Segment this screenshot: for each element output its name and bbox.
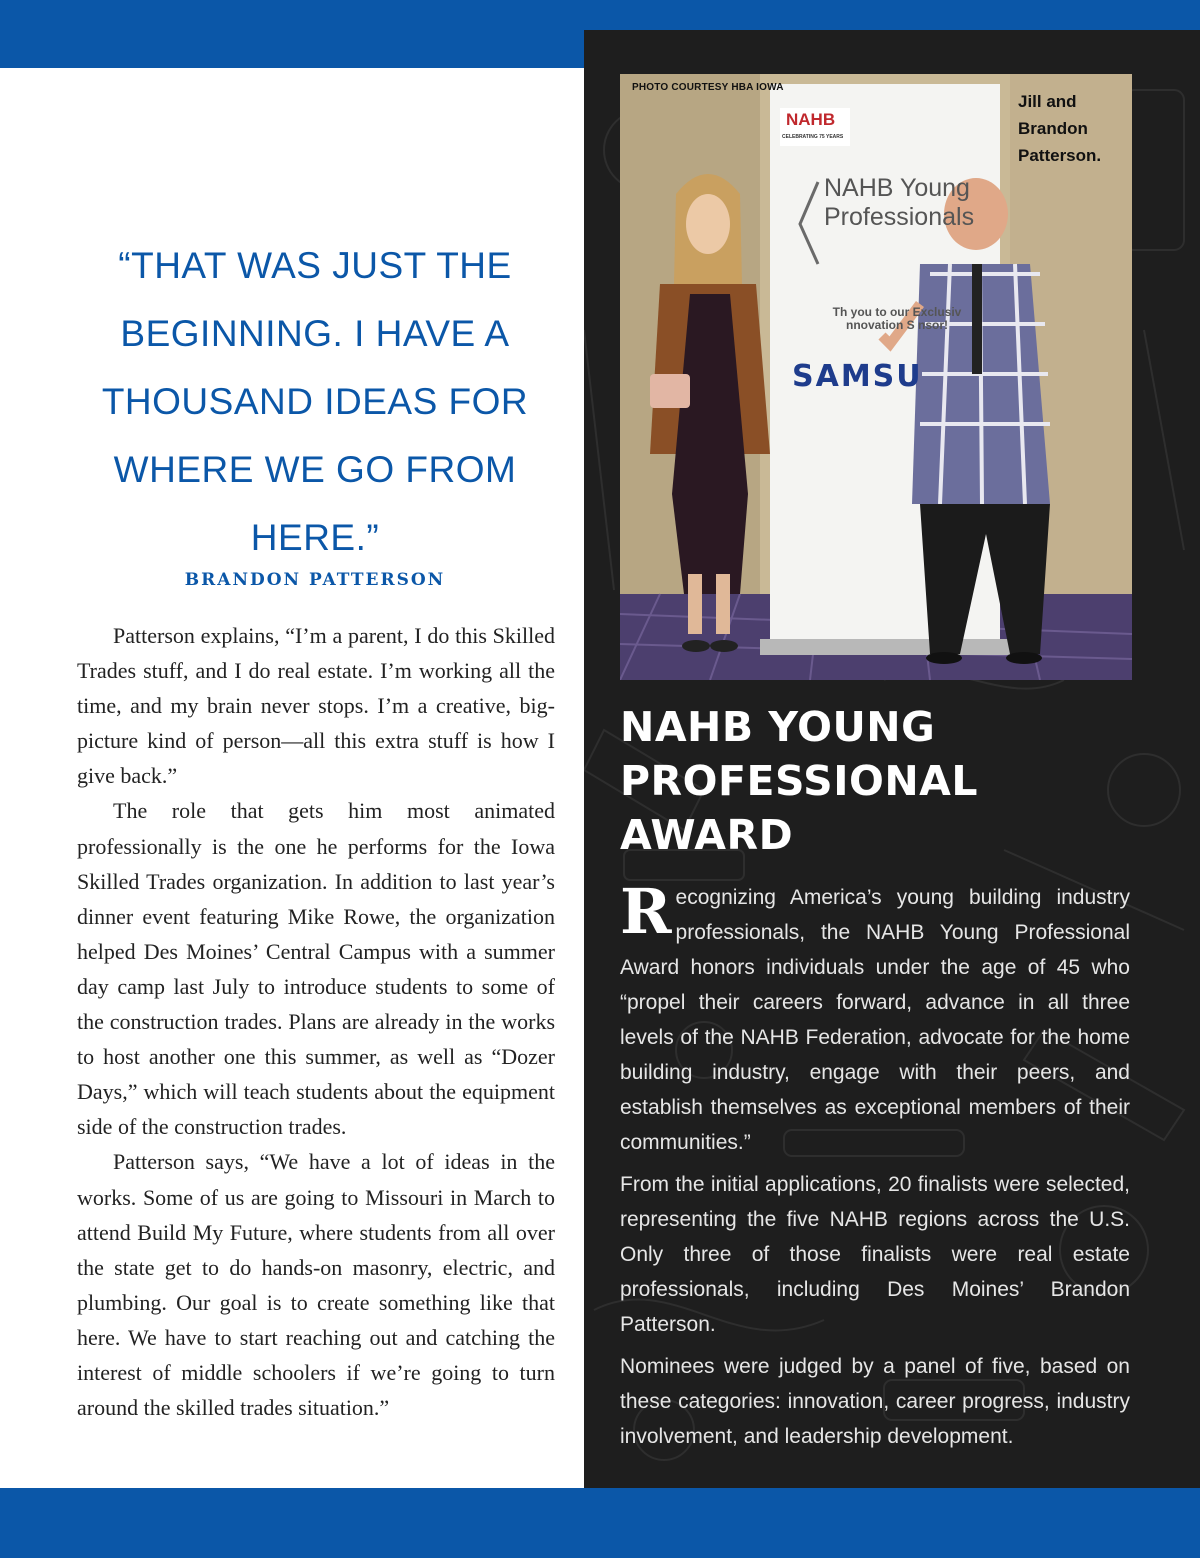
drop-cap: R — [620, 875, 672, 948]
award-paragraph-1 — [620, 875, 1130, 1160]
banner-title: NAHB Young Professionals — [824, 174, 975, 231]
nahb-logo-subtext: CELEBRATING 75 YEARS — [782, 134, 844, 140]
award-paragraph-2: From the initial applications, 20 finalists were selected, representing the five NAHB regions across the U.S. Only three of those finalists were real estate professionals, including Des Moines’ Brandon Patterson. — [620, 1173, 1130, 1336]
article-paragraph-3: Patterson says, “We have a lot of ideas in the works. Some of us are going to Missouri in March to attend Build My Future, where students from all over the state get to do hands-on masonry, electric, and plumbing. Our goal is to create something like that here. We have to start reaching out and catching the interest of middle schoolers if we’re going to turn around the skilled trades situation.” — [77, 1149, 555, 1421]
banner-thanks-text: Th you to our Exclusiv nnovation S nsor! — [832, 305, 962, 332]
pull-quote-attribution: BRANDON PATTERSON — [184, 570, 446, 590]
nahb-logo-text: NAHB — [786, 110, 836, 129]
award-paragraph-3: Nominees were judged by a panel of five, based on these categories: innovation, career progress, industry involvement, and leadership development. — [620, 1355, 1130, 1448]
article-paragraph-2: The role that gets him most animated professionally is the one he performs for the Iowa Skilled Trades organization. In addition to last year’s dinner event featuring Mike Rowe, the organization helped Des Moines’ Central Campus with a summer day camp last July to introduce students to some of the construction trades. Plans are already in the works to host another one this summer, as well as “Dozer Days,” which will teach students about the equipment side of the construction trades. — [77, 798, 555, 1140]
article-body — [77, 618, 555, 1425]
photo-credit: PHOTO COURTESY HBA IOWA — [632, 82, 784, 93]
pull-quote: “THAT WAS JUST THE BEGINNING. I HAVE A THOUSAND IDEAS FOR WHERE WE GO FROM HERE.” — [101, 245, 529, 558]
award-heading: NAHB YOUNG PROFESSIONAL AWARD — [620, 703, 978, 859]
award-body — [620, 875, 1130, 1461]
award-photo — [620, 74, 1132, 680]
banner-sponsor-logo: SAMSU — [792, 359, 923, 394]
article-paragraph-1: Patterson explains, “I’m a parent, I do this Skilled Trades stuff, and I do real estate. I’m working all the time, and my brain never stops. I’m a creative, big-picture kind of person—all this extra stuff is how I give back.” — [77, 623, 555, 789]
bottom-blue-band — [0, 1488, 1200, 1558]
award-paragraph-1-text: ecognizing America’s young building industry professionals, the NAHB Young Professional Award honors individuals under the age of 45 who “propel their careers forward, advance in all three levels of the NAHB Federation, advocate for the home building industry, engage with their peers, and establish themselves as exceptional members of their communities.” — [620, 886, 1130, 1154]
photo-caption: Jill and Brandon Patterson. — [1018, 92, 1102, 165]
